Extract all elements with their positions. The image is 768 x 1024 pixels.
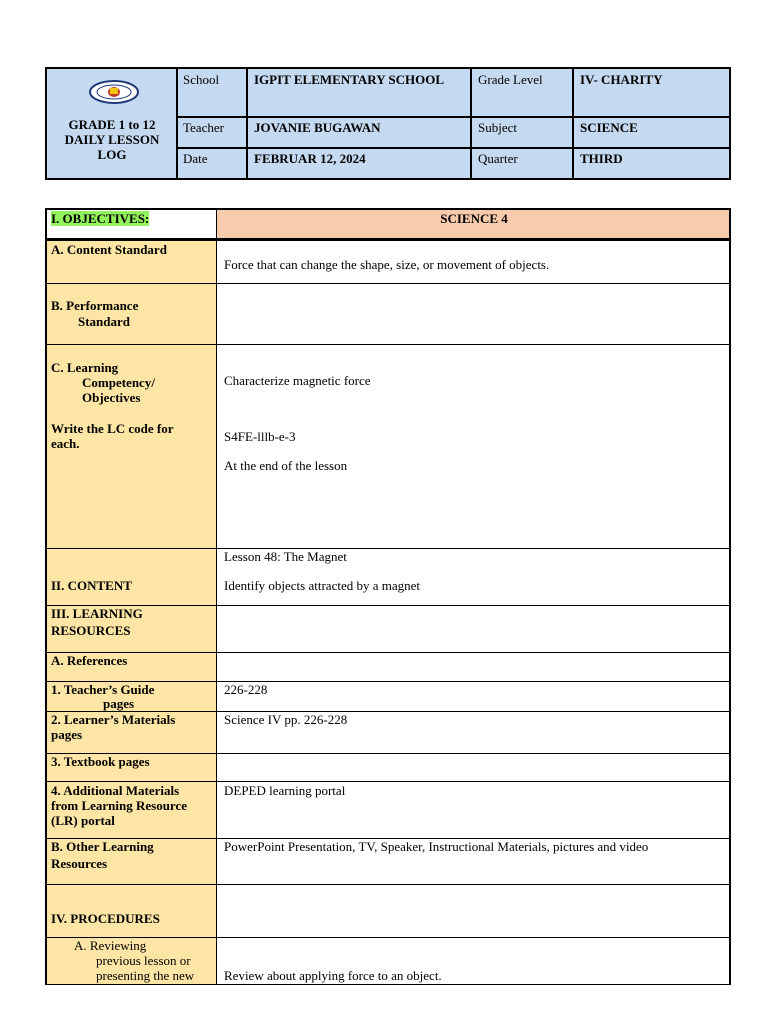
- date-value: FEBRUAR 12, 2024: [254, 151, 366, 166]
- learners-materials-value: Science IV pp. 226-228: [224, 712, 348, 727]
- lesson-end-value: At the end of the lesson: [224, 458, 348, 473]
- performance-standard-label-2: Standard: [78, 314, 131, 329]
- reviewing-label-2: previous lesson or: [96, 953, 191, 968]
- teacher-label: Teacher: [183, 120, 224, 135]
- content-standard-label: A. Content Standard: [51, 242, 167, 257]
- learning-competency-label-2: Competency/: [82, 375, 155, 390]
- header-table: [45, 67, 731, 180]
- content-standard-value: Force that can change the shape, size, or movement of objects.: [224, 257, 550, 272]
- subject-heading: SCIENCE 4: [440, 211, 508, 226]
- date-label: Date: [183, 151, 208, 166]
- performance-standard-label: B. Performance: [51, 298, 139, 313]
- reviewing-label-3: presenting the new: [96, 968, 195, 983]
- learners-materials-label-2: pages: [51, 727, 83, 742]
- additional-materials-label-3: (LR) portal: [51, 813, 115, 828]
- additional-materials-label: 4. Additional Materials: [51, 783, 180, 798]
- competency-value: Characterize magnetic force: [224, 373, 371, 388]
- teachers-guide-label-2: pages: [103, 696, 135, 711]
- learning-resources-label: III. LEARNING: [51, 606, 143, 621]
- additional-materials-value: DEPED learning portal: [224, 783, 346, 798]
- content-value: Identify objects attracted by a magnet: [224, 578, 421, 593]
- lesson-title-value: Lesson 48: The Magnet: [224, 549, 347, 564]
- quarter-label: Quarter: [478, 151, 518, 166]
- lc-code-value: S4FE-lllb-e-3: [224, 429, 296, 444]
- subject-label: Subject: [478, 120, 517, 135]
- content-label: II. CONTENT: [51, 578, 132, 593]
- other-resources-value: PowerPoint Presentation, TV, Speaker, Instructional Materials, pictures and video: [224, 839, 649, 854]
- school-value: IGPIT ELEMENTARY SCHOOL: [254, 72, 445, 87]
- deped-seal-logo: [88, 79, 140, 105]
- other-resources-label-2: Resources: [51, 856, 108, 871]
- references-label: A. References: [51, 653, 128, 668]
- subject-value: SCIENCE: [580, 120, 638, 135]
- learning-competency-label-3: Objectives: [82, 390, 141, 405]
- grade-level-value: IV- CHARITY: [580, 72, 663, 87]
- lc-code-label: Write the LC code for: [51, 421, 174, 436]
- lesson-table: [45, 208, 731, 985]
- textbook-pages-label: 3. Textbook pages: [51, 754, 150, 769]
- reviewing-value: Review about applying force to an object.: [224, 968, 442, 983]
- other-resources-label: B. Other Learning: [51, 839, 154, 854]
- quarter-value: THIRD: [580, 151, 623, 166]
- grade-level-label: Grade Level: [478, 72, 543, 87]
- school-label: School: [183, 72, 220, 87]
- learning-resources-label-2: RESOURCES: [51, 623, 131, 638]
- reviewing-label: A. Reviewing: [74, 938, 147, 953]
- lc-code-label-2: each.: [51, 436, 80, 451]
- procedures-label: IV. PROCEDURES: [51, 911, 160, 926]
- teachers-guide-value: 226-228: [224, 682, 268, 697]
- additional-materials-label-2: from Learning Resource: [51, 798, 187, 813]
- learners-materials-label: 2. Learner’s Materials: [51, 712, 176, 727]
- log-title: GRADE 1 to 12 DAILY LESSON LOG: [64, 117, 160, 162]
- learning-competency-label: C. Learning: [51, 360, 119, 375]
- objectives-heading: I. OBJECTIVES:: [51, 211, 150, 226]
- teachers-guide-label: 1. Teacher’s Guide: [51, 682, 155, 697]
- teacher-value: JOVANIE BUGAWAN: [254, 120, 381, 135]
